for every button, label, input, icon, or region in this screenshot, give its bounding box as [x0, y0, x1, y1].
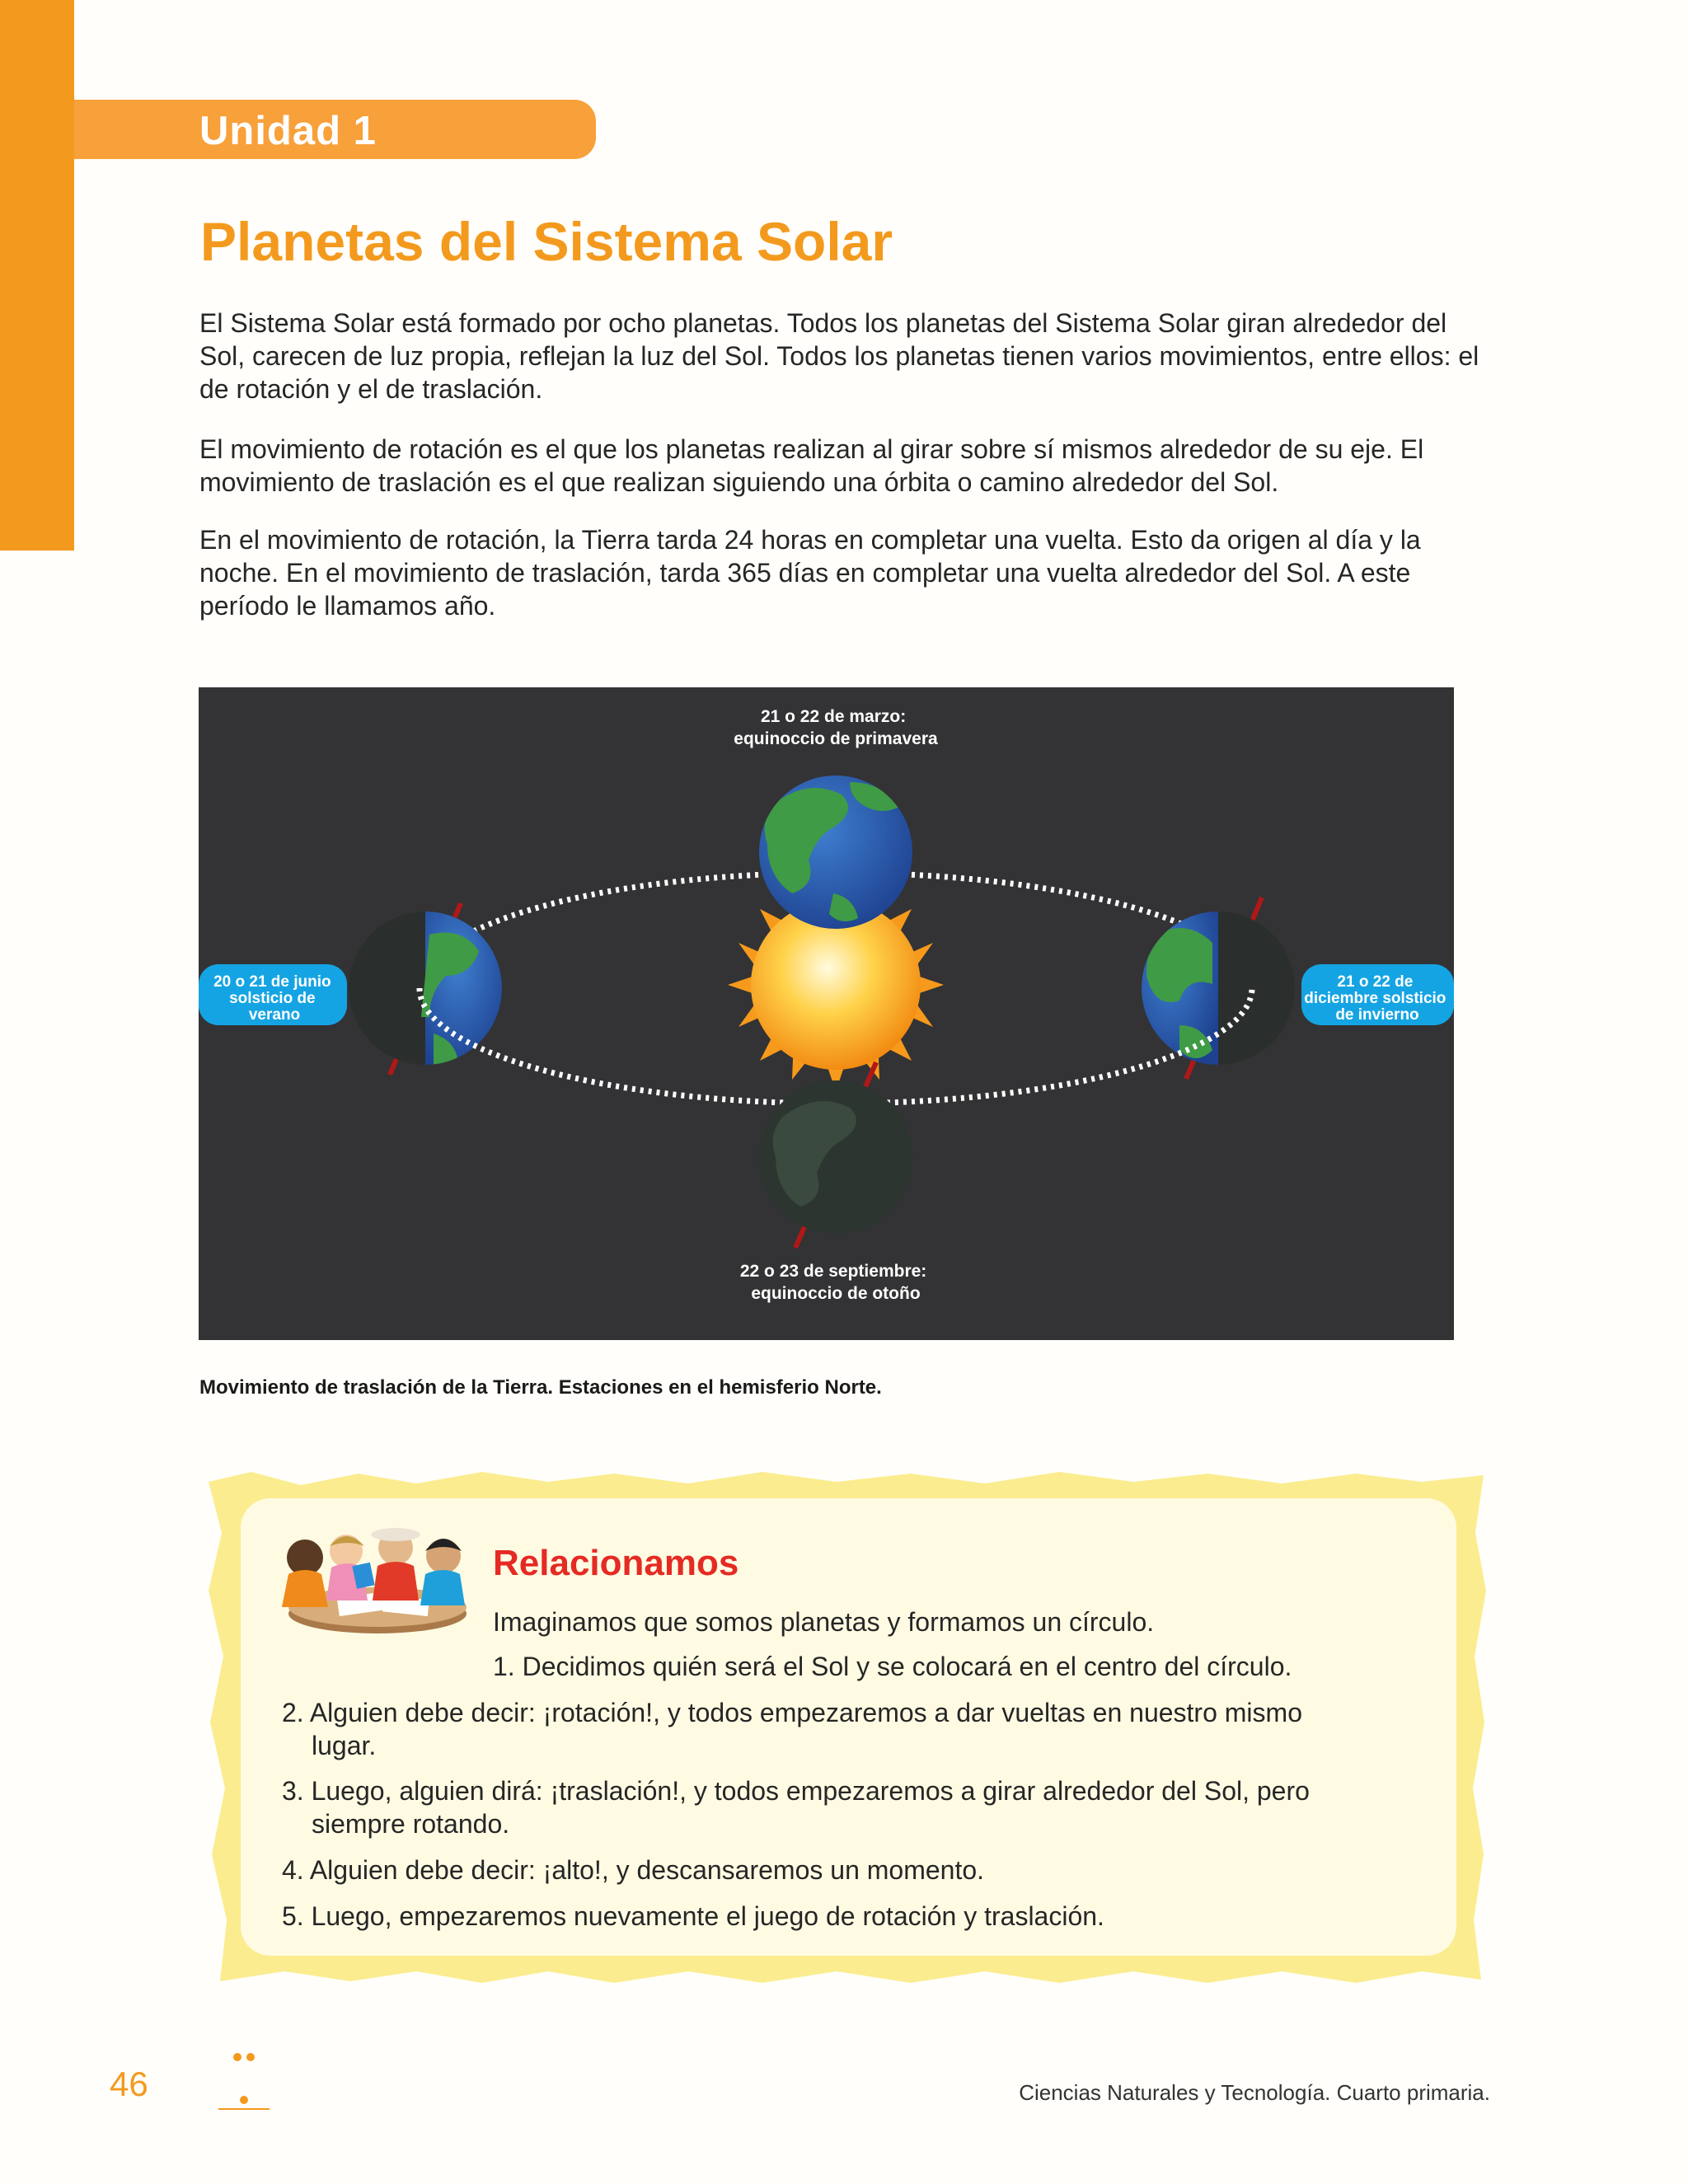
earth-orbit-diagram [199, 687, 1454, 1340]
activity-step-4: 4. Alguien debe decir: ¡alto!, y descansaremos un momento. [282, 1855, 985, 1885]
paragraph-2: El movimiento de rotación es el que los planetas realizan al girar sobre sí mismos alrededor de su eje. El movimiento de traslación es el que realizan siguiendo una órbita o camino alrededor del Sol. [199, 434, 1424, 497]
activity-step-3-cont: siempre rotando. [312, 1809, 510, 1839]
page-title: Planetas del Sistema Solar [200, 211, 893, 272]
earth-march-icon [759, 776, 912, 929]
side-accent-bar [0, 0, 74, 551]
book-title: Ciencias Naturales y Tecnología. Cuarto primaria. [1019, 2080, 1490, 2105]
paragraph-1: El Sistema Solar está formado por ocho planetas. Todos los planetas del Sistema Solar giran alrededor del Sol, carecen de luz propia, reflejan la luz del Sol. Todos los planetas tienen varios movimientos, entre ellos: el de rotación y el de traslación. [199, 308, 1479, 404]
unit-label: Unidad 1 [199, 109, 377, 153]
children-illustration-icon [280, 1516, 474, 1640]
label-september-event: equinoccio de otoño [751, 1284, 921, 1303]
activity-step-1: 1. Decidimos quién será el Sol y se colocará en el centro del círculo. [493, 1652, 1292, 1681]
label-september-date: 22 o 23 de septiembre: [739, 1262, 927, 1281]
label-december-line2: diciembre solsticio [1304, 990, 1447, 1007]
activity-step-3: 3. Luego, alguien dirá: ¡traslación!, y todos empezaremos a girar alrededor del Sol, pero [282, 1776, 1310, 1806]
activity-step-5: 5. Luego, empezaremos nuevamente el juego de rotación y traslación. [282, 1901, 1104, 1931]
paragraph-3: En el movimiento de rotación, la Tierra tarda 24 horas en completar una vuelta. Esto da origen al día y la noche. En el movimiento de traslación, tarda 365 días en completar una vuelta alrededor del Sol. A este período le llamamos año. [199, 525, 1421, 621]
label-march-event: equinoccio de primavera [734, 729, 938, 748]
footer-dots-icon [216, 2044, 274, 2110]
label-december-line1: 21 o 22 de [1337, 973, 1414, 991]
activity-intro: Imaginamos que somos planetas y formamos un círculo. [493, 1607, 1155, 1637]
label-june-line3: verano [248, 1006, 301, 1024]
page-number: 46 [110, 2064, 148, 2103]
activity-step-2: 2. Alguien debe decir: ¡rotación!, y todos empezaremos a dar vueltas en nuestro mismo [282, 1698, 1302, 1727]
activity-step-2-cont: lugar. [312, 1731, 377, 1760]
figure-caption: Movimiento de traslación de la Tierra. Estaciones en el hemisferio Norte. [199, 1376, 882, 1399]
label-june-line2: solsticio de [229, 990, 316, 1007]
unit-tab [74, 100, 596, 159]
label-december-line3: de invierno [1335, 1006, 1419, 1024]
label-march-date: 21 o 22 de marzo: [760, 707, 907, 726]
label-june-line1: 20 o 21 de junio [213, 973, 331, 991]
label-december-pill [1301, 964, 1454, 1025]
activity-title: Relacionamos [493, 1543, 739, 1583]
label-june-pill [199, 964, 347, 1025]
